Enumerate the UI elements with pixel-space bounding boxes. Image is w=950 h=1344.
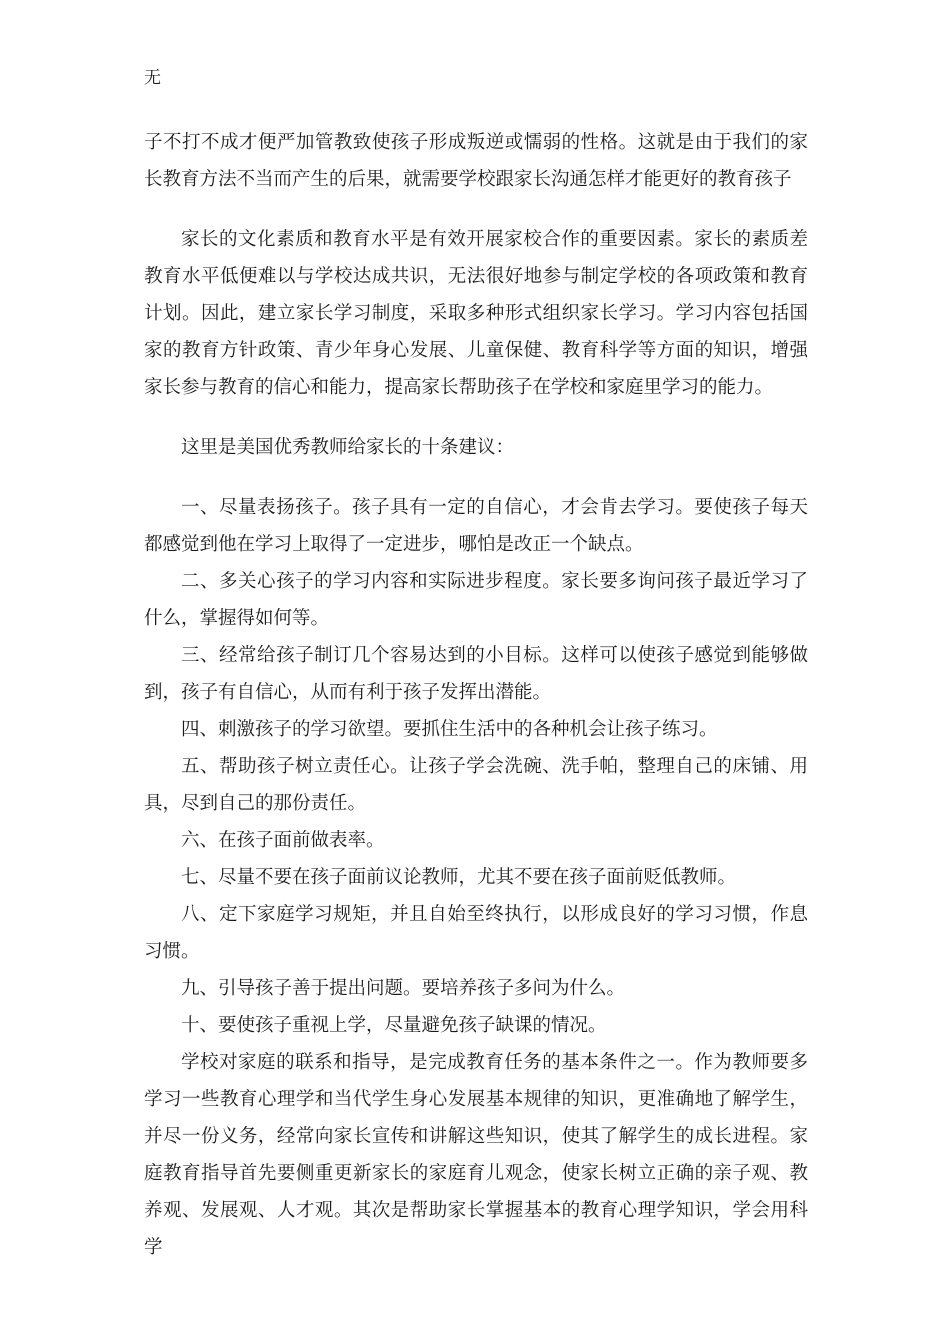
advice-item-5: 五、帮助孩子树立责任心。让孩子学会洗碗、洗手帕，整理自己的床铺、用具，尽到自己的那份责任。	[144, 756, 808, 814]
paragraph-parent-education: 家长的文化素质和教育水平是有效开展家校合作的重要因素。家长的素质差教育水平低便难以与学校达成共识，无法很好地参与制定学校的各项政策和教育计划。因此，建立家长学习制度，采取多种形式组织家长学习。学习内容包括国家的教育方针政策、青少年身心发展、儿童保健、教育科学等方面的知识，增强家长参与教育的信心和能力，提高家长帮助孩子在学校和家庭里学习的能力。	[144, 229, 808, 398]
advice-item-3: 三、经常给孩子制订几个容易达到的小目标。这样可以使孩子感觉到能够做到，孩子有自信心，从而有利于孩子发挥出潜能。	[144, 645, 808, 703]
advice-item-8: 八、定下家庭学习规矩，并且自始至终执行，以形成良好的学习习惯，作息习惯。	[144, 904, 808, 962]
paragraph-school-guidance: 学校对家庭的联系和指导，是完成教育任务的基本条件之一。作为教师要多学习一些教育心理学和当代学生身心发展基本规律的知识，更准确地了解学生，并尽一份义务，经常向家长宣传和讲解这些知识，使其了解学生的成长进程。家庭教育指导首先要侧重更新家长的家庭育儿观念，使家长树立正确的亲子观、教养观、发展观、人才观。其次是帮助家长掌握基本的教育心理学知识，学会用科学	[144, 1052, 808, 1258]
advice-item-10: 十、要使孩子重视上学，尽量避免孩子缺课的情况。	[181, 1015, 607, 1036]
advice-item-7: 七、尽量不要在孩子面前议论教师，尤其不要在孩子面前贬低教师。	[181, 867, 737, 888]
advice-item-4: 四、刺激孩子的学习欲望。要抓住生活中的各种机会让孩子练习。	[181, 719, 718, 740]
advice-item-1: 一、尽量表扬孩子。孩子具有一定的自信心，才会肯去学习。要使孩子每天都感觉到他在学习上取得了一定进步，哪怕是改正一个缺点。	[144, 497, 808, 555]
document-body	[144, 124, 808, 1266]
advice-item-2: 二、多关心孩子的学习内容和实际进步程度。家长要多询问孩子最近学习了什么，掌握得如何等。	[144, 571, 808, 629]
page-header-mark: 无	[144, 68, 161, 88]
advice-item-9: 九、引导孩子善于提出问题。要培养孩子多问为什么。	[181, 978, 626, 999]
paragraph-continuation: 子不打不成才便严加管教致使孩子形成叛逆或懦弱的性格。这就是由于我们的家长教育方法不当而产生的后果，就需要学校跟家长沟通怎样才能更好的教育孩子	[144, 132, 808, 190]
paragraph-advice-intro: 这里是美国优秀教师给家长的十条建议：	[181, 437, 515, 458]
advice-item-6: 六、在孩子面前做表率。	[181, 830, 385, 851]
